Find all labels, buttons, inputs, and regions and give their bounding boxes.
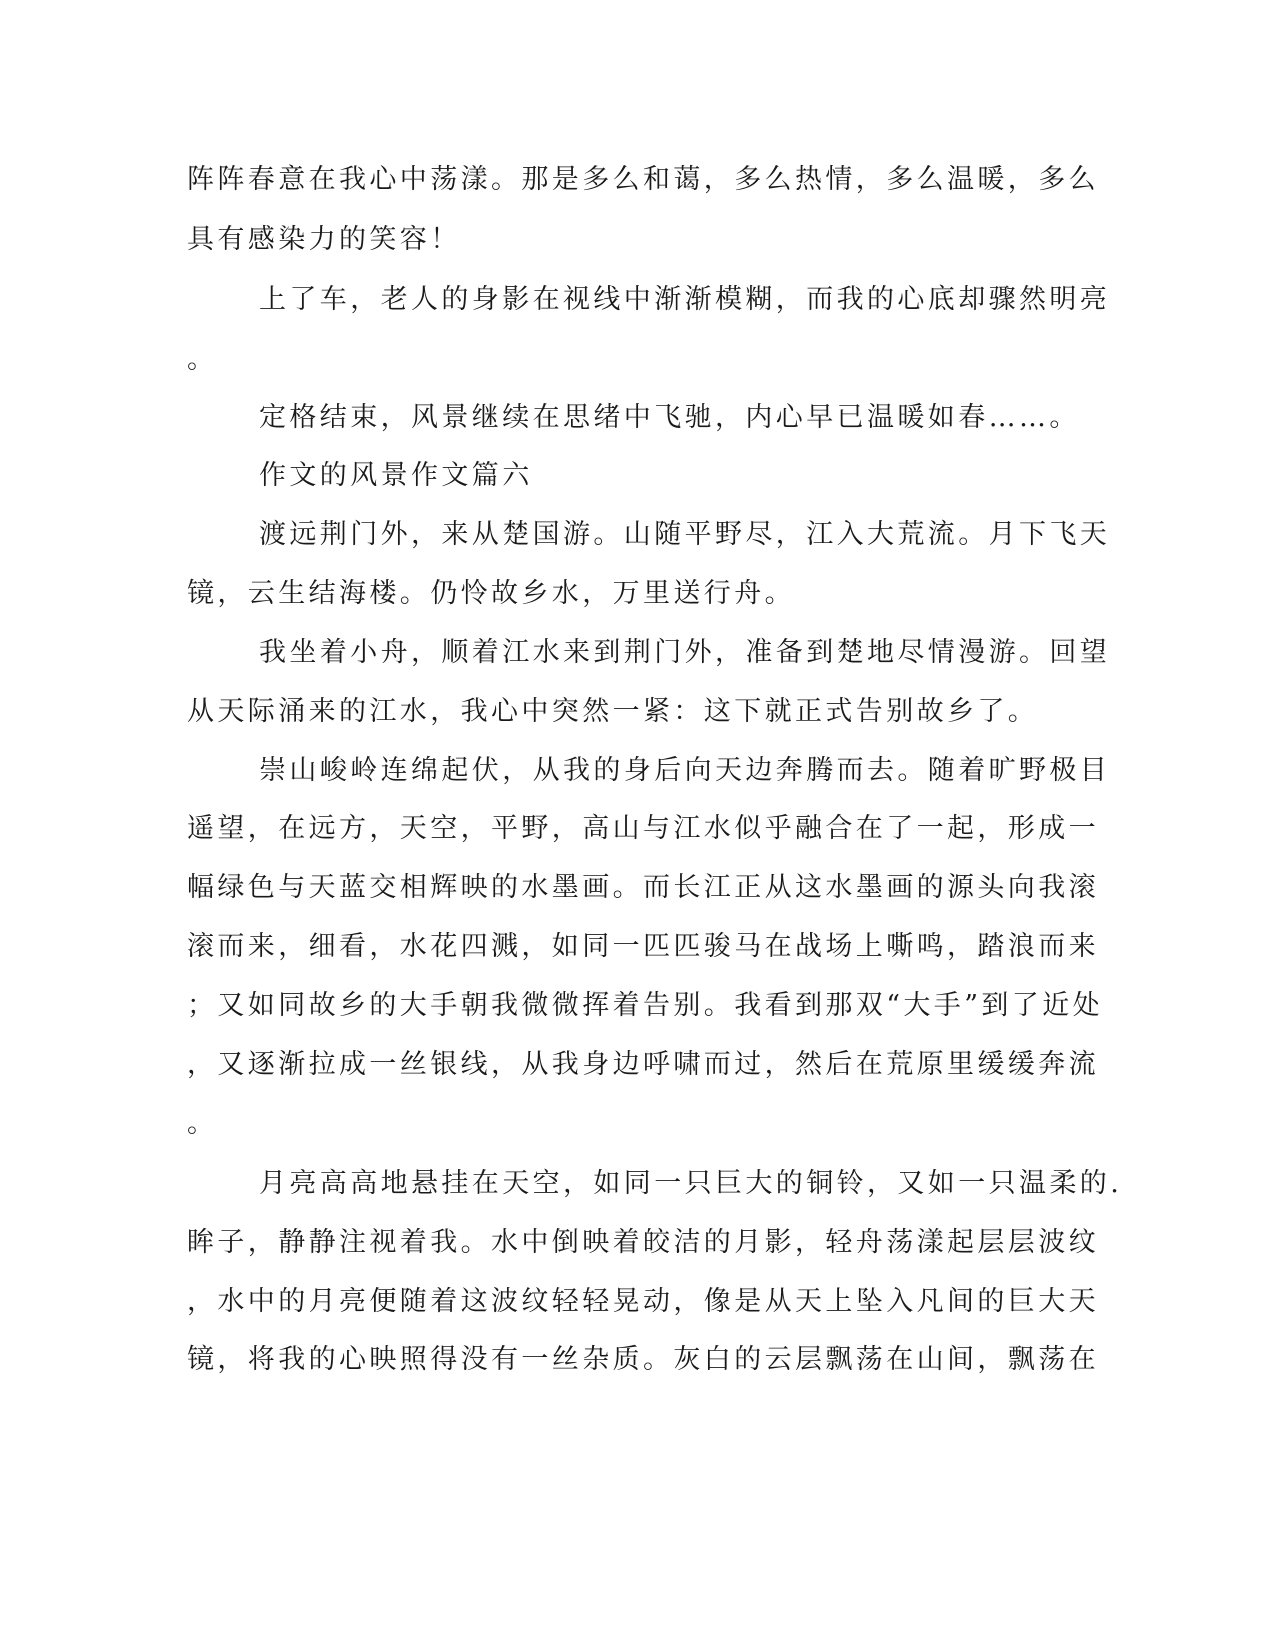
text-line: 阵阵春意在我心中荡漾。那是多么和蔼，多么热情，多么温暖，多么 bbox=[187, 164, 1099, 195]
paragraph-start-line: 我坐着小舟，顺着江水来到荆门外，准备到楚地尽情漫游。回望 bbox=[259, 637, 1111, 668]
text-line: ；又如同故乡的大手朝我微微挥着告别。我看到那双“大手”到了近处 bbox=[187, 990, 1104, 1021]
text-line: 幅绿色与天蓝交相辉映的水墨画。而长江正从这水墨画的源头向我滚 bbox=[187, 872, 1099, 903]
section-heading: 作文的风景作文篇六 bbox=[259, 460, 533, 491]
text-line: ，又逐渐拉成一丝银线，从我身边呼啸而过，然后在荒原里缓缓奔流 bbox=[187, 1049, 1099, 1080]
paragraph-start-line: 渡远荆门外，来从楚国游。山随平野尽，江入大荒流。月下飞天 bbox=[259, 519, 1111, 550]
text-line: ，水中的月亮便随着这波纹轻轻晃动，像是从天上坠入凡间的巨大天 bbox=[187, 1286, 1099, 1317]
text-line: 从天际涌来的江水，我心中突然一紧：这下就正式告别故乡了。 bbox=[187, 696, 1039, 727]
paragraph-start-line: 上了车，老人的身影在视线中渐渐模糊，而我的心底却骤然明亮 bbox=[259, 284, 1111, 315]
text-line: 。 bbox=[187, 344, 218, 375]
text-line: 镜，将我的心映照得没有一丝杂质。灰白的云层飘荡在山间，飘荡在 bbox=[187, 1344, 1099, 1375]
text-line: 镜，云生结海楼。仍怜故乡水，万里送行舟。 bbox=[187, 578, 795, 609]
text-line: 眸子，静静注视着我。水中倒映着皎洁的月影，轻舟荡漾起层层波纹 bbox=[187, 1227, 1099, 1258]
paragraph-start-line: 崇山峻岭连绵起伏，从我的身后向天边奔腾而去。随着旷野极目 bbox=[259, 755, 1111, 786]
paragraph-start-line: 月亮高高地悬挂在天空，如同一只巨大的铜铃，又如一只温柔的. bbox=[259, 1168, 1123, 1199]
text-line: 具有感染力的笑容！ bbox=[187, 224, 461, 255]
text-line: 。 bbox=[187, 1108, 218, 1139]
text-line: 滚而来，细看，水花四溅，如同一匹匹骏马在战场上嘶鸣，踏浪而来 bbox=[187, 931, 1099, 962]
text-line: 遥望，在远方，天空，平野，高山与江水似乎融合在了一起，形成一 bbox=[187, 813, 1099, 844]
paragraph-start-line: 定格结束，风景继续在思绪中飞驰，内心早已温暖如春……。 bbox=[259, 402, 1080, 433]
